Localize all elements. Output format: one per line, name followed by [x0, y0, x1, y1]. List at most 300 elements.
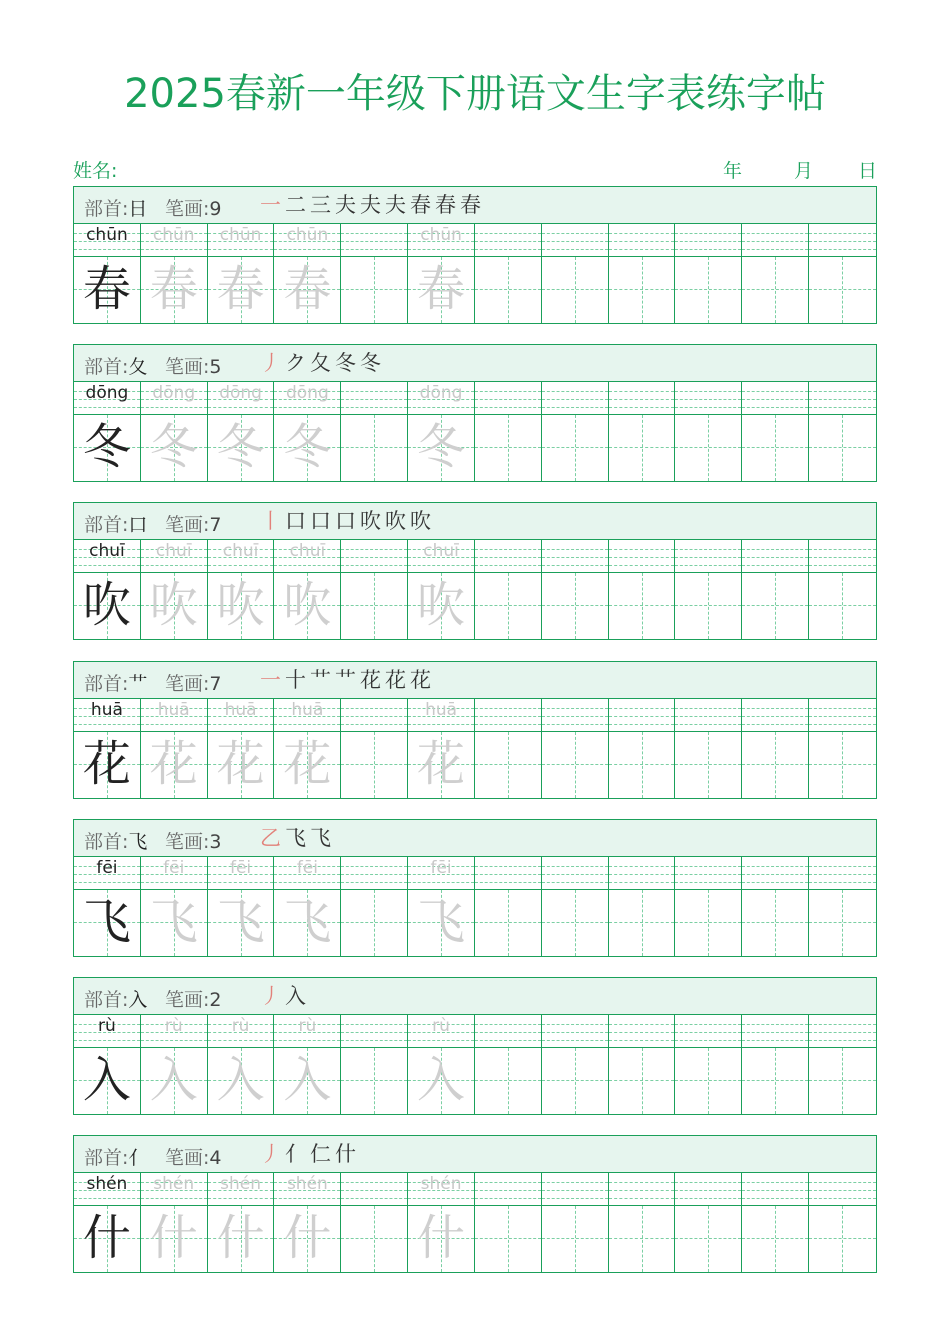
vertical-guide-line — [708, 1206, 709, 1272]
character-model: 花 — [82, 736, 131, 792]
pinyin-zone — [809, 857, 876, 890]
pinyin-trace: shén — [220, 1174, 261, 1194]
stroke-count-info — [165, 510, 222, 537]
practice-cell[interactable] — [475, 1015, 542, 1114]
practice-cell[interactable] — [809, 224, 876, 323]
pinyin-zone — [274, 1015, 340, 1048]
practice-cell[interactable] — [742, 699, 809, 798]
practice-cell[interactable] — [408, 382, 475, 481]
character-trace: 花 — [149, 736, 198, 792]
block-header — [74, 503, 876, 540]
practice-cell[interactable] — [742, 540, 809, 639]
horizontal-guide-line — [542, 922, 608, 923]
vertical-guide-line — [508, 1206, 509, 1272]
practice-cell[interactable] — [341, 1173, 408, 1272]
pinyin-guide-line — [141, 249, 207, 250]
pinyin-guide-line — [742, 557, 808, 558]
strokes-label: 笔画: — [165, 673, 210, 695]
character-trace: 什 — [417, 1210, 466, 1266]
radical-label: 部首: — [84, 673, 129, 695]
practice-cell[interactable] — [609, 857, 676, 956]
practice-cell[interactable] — [675, 224, 742, 323]
pinyin-guide-line — [675, 249, 741, 250]
pinyin-zone — [609, 1173, 675, 1206]
stroke-count-info — [165, 669, 222, 696]
horizontal-guide-line — [475, 605, 541, 606]
radical-label: 部首: — [84, 1147, 129, 1169]
pinyin-guide-line — [742, 874, 808, 875]
vertical-guide-line — [842, 415, 843, 481]
practice-cell[interactable] — [341, 699, 408, 798]
character-zone — [341, 257, 407, 323]
horizontal-guide-line — [809, 289, 876, 290]
pinyin-guide-line — [809, 233, 876, 234]
pinyin-guide-line — [675, 1182, 741, 1183]
vertical-guide-line — [508, 890, 509, 956]
vertical-guide-line — [642, 1048, 643, 1114]
vertical-guide-line — [374, 573, 375, 639]
pinyin-guide-line — [609, 249, 675, 250]
pinyin-trace: rù — [164, 1016, 183, 1036]
pinyin-guide-line — [742, 1032, 808, 1033]
pinyin-guide-line — [609, 1032, 675, 1033]
practice-cell[interactable] — [208, 540, 275, 639]
horizontal-guide-line — [742, 605, 808, 606]
character-zone — [742, 415, 808, 481]
horizontal-guide-line — [475, 447, 541, 448]
pinyin-guide-line — [609, 874, 675, 875]
practice-cell[interactable] — [675, 1015, 742, 1114]
pinyin-guide-line — [809, 549, 876, 550]
practice-cell[interactable] — [542, 1015, 609, 1114]
pinyin-zone — [341, 1173, 407, 1206]
pinyin-guide-line — [341, 391, 407, 392]
pinyin-guide-line — [609, 565, 675, 566]
pinyin-guide-line — [475, 716, 541, 717]
pinyin-guide-line — [141, 1198, 207, 1199]
stroke-order-step: 口 — [310, 509, 331, 533]
month-label: 月 — [793, 160, 813, 182]
practice-cell[interactable] — [74, 1173, 141, 1272]
strokes-value: 3 — [209, 831, 222, 853]
practice-cell[interactable] — [542, 224, 609, 323]
practice-cell[interactable] — [208, 224, 275, 323]
practice-cell[interactable] — [675, 699, 742, 798]
stroke-order-step: 丿 — [260, 351, 281, 375]
practice-cell[interactable] — [609, 382, 676, 481]
stroke-order-step: 二 — [285, 193, 306, 217]
vertical-guide-line — [708, 415, 709, 481]
character-zone — [274, 732, 340, 798]
practice-grid — [74, 224, 876, 323]
practice-cell[interactable] — [742, 1173, 809, 1272]
radical-value: 飞 — [128, 831, 148, 853]
pinyin-guide-line — [675, 882, 741, 883]
vertical-guide-line — [374, 732, 375, 798]
practice-cell[interactable] — [74, 382, 141, 481]
strokes-value: 5 — [209, 356, 222, 378]
practice-cell[interactable] — [341, 224, 408, 323]
practice-cell[interactable] — [141, 224, 208, 323]
vertical-guide-line — [842, 732, 843, 798]
pinyin-zone — [74, 1173, 140, 1206]
practice-cell[interactable] — [341, 540, 408, 639]
practice-block — [73, 819, 877, 957]
horizontal-guide-line — [675, 764, 741, 765]
stroke-order-step: 吹 — [410, 509, 431, 533]
pinyin-trace: rù — [231, 1016, 250, 1036]
character-trace: 冬 — [216, 419, 265, 475]
pinyin-guide-line — [542, 1198, 608, 1199]
practice-cell[interactable] — [675, 382, 742, 481]
practice-cell[interactable] — [408, 857, 475, 956]
character-zone — [542, 573, 608, 639]
practice-cell[interactable] — [408, 1015, 475, 1114]
pinyin-zone — [742, 1015, 808, 1048]
vertical-guide-line — [842, 257, 843, 323]
pinyin-guide-line — [475, 1024, 541, 1025]
pinyin-zone — [141, 1015, 207, 1048]
practice-cell[interactable] — [809, 699, 876, 798]
horizontal-guide-line — [542, 447, 608, 448]
pinyin-guide-line — [809, 1198, 876, 1199]
practice-cell[interactable] — [274, 540, 341, 639]
pinyin-guide-line — [675, 549, 741, 550]
practice-cell[interactable] — [809, 1173, 876, 1272]
pinyin-guide-line — [208, 407, 274, 408]
stroke-order-step: 丨 — [260, 509, 281, 533]
stroke-order-step: 花 — [385, 668, 406, 692]
horizontal-guide-line — [341, 922, 407, 923]
pinyin-guide-line — [742, 1040, 808, 1041]
vertical-guide-line — [374, 257, 375, 323]
practice-cell[interactable] — [141, 1173, 208, 1272]
pinyin-trace: rù — [432, 1016, 450, 1036]
pinyin-trace: huā — [157, 700, 190, 720]
practice-cell[interactable] — [542, 857, 609, 956]
practice-cell[interactable] — [141, 857, 208, 956]
practice-cell[interactable] — [609, 699, 676, 798]
practice-cell[interactable] — [408, 540, 475, 639]
pinyin-zone — [208, 224, 274, 257]
block-header — [74, 1136, 876, 1173]
pinyin-guide-line — [675, 1024, 741, 1025]
practice-cell[interactable] — [742, 224, 809, 323]
pinyin-model: dōng — [85, 383, 129, 403]
pinyin-zone — [141, 699, 207, 732]
pinyin-guide-line — [341, 1032, 407, 1033]
character-zone — [408, 257, 474, 323]
character-zone — [408, 1048, 474, 1114]
pinyin-zone — [742, 1173, 808, 1206]
pinyin-zone — [809, 1173, 876, 1206]
strokes-value: 9 — [209, 198, 222, 220]
practice-cell[interactable] — [208, 1015, 275, 1114]
radical-label: 部首: — [84, 198, 129, 220]
pinyin-guide-line — [675, 708, 741, 709]
radical-info — [84, 510, 147, 537]
character-zone — [609, 732, 675, 798]
stroke-order-step: 一 — [260, 668, 281, 692]
horizontal-guide-line — [809, 1080, 876, 1081]
vertical-guide-line — [508, 415, 509, 481]
practice-cell[interactable] — [809, 382, 876, 481]
pinyin-guide-line — [609, 1198, 675, 1199]
vertical-guide-line — [775, 1048, 776, 1114]
character-zone — [141, 732, 207, 798]
stroke-order — [258, 347, 383, 377]
pinyin-zone — [274, 699, 340, 732]
character-zone — [208, 573, 274, 639]
stroke-order-step: 冬 — [360, 351, 381, 375]
stroke-order — [258, 1138, 358, 1168]
practice-cell[interactable] — [809, 857, 876, 956]
stroke-order-step: 春 — [410, 193, 431, 217]
practice-cell[interactable] — [475, 857, 542, 956]
practice-cell[interactable] — [408, 1173, 475, 1272]
practice-cell[interactable] — [742, 857, 809, 956]
character-zone — [609, 1206, 675, 1272]
practice-cell[interactable] — [542, 382, 609, 481]
practice-cell[interactable] — [274, 224, 341, 323]
pinyin-guide-line — [408, 882, 474, 883]
pinyin-zone — [542, 540, 608, 573]
pinyin-model: shén — [86, 1174, 128, 1194]
pinyin-zone — [141, 1173, 207, 1206]
practice-cell[interactable] — [809, 1015, 876, 1114]
character-zone — [542, 732, 608, 798]
pinyin-guide-line — [542, 549, 608, 550]
vertical-guide-line — [842, 573, 843, 639]
pinyin-trace: chuī — [222, 541, 259, 561]
practice-cell[interactable] — [809, 540, 876, 639]
pinyin-guide-line — [475, 874, 541, 875]
character-zone — [208, 732, 274, 798]
character-zone — [74, 415, 140, 481]
character-trace: 春 — [216, 261, 265, 317]
stroke-order-step: 花 — [360, 668, 381, 692]
pinyin-trace: chuī — [423, 541, 459, 561]
character-zone — [341, 890, 407, 956]
character-zone — [74, 573, 140, 639]
practice-cell[interactable] — [609, 224, 676, 323]
vertical-guide-line — [374, 1048, 375, 1114]
character-zone — [675, 573, 741, 639]
pinyin-zone — [141, 382, 207, 415]
practice-cell[interactable] — [274, 382, 341, 481]
practice-cell[interactable] — [475, 699, 542, 798]
character-zone — [675, 257, 741, 323]
radical-value: 口 — [128, 514, 148, 536]
practice-cell[interactable] — [475, 1173, 542, 1272]
practice-cell[interactable] — [74, 540, 141, 639]
practice-cell[interactable] — [208, 857, 275, 956]
practice-cell[interactable] — [542, 1173, 609, 1272]
pinyin-guide-line — [609, 557, 675, 558]
pinyin-guide-line — [809, 866, 876, 867]
pinyin-guide-line — [742, 249, 808, 250]
pinyin-guide-line — [809, 399, 876, 400]
pinyin-zone — [742, 382, 808, 415]
character-zone — [141, 257, 207, 323]
practice-cell[interactable] — [542, 699, 609, 798]
pinyin-guide-line — [742, 1024, 808, 1025]
stroke-count-info — [165, 194, 222, 221]
practice-cell[interactable] — [475, 224, 542, 323]
pinyin-trace: huā — [291, 700, 324, 720]
practice-cell[interactable] — [208, 1173, 275, 1272]
practice-cell[interactable] — [141, 540, 208, 639]
pinyin-guide-line — [542, 882, 608, 883]
practice-cell[interactable] — [475, 382, 542, 481]
horizontal-guide-line — [675, 922, 741, 923]
practice-cell[interactable] — [341, 1015, 408, 1114]
practice-cell[interactable] — [341, 857, 408, 956]
stroke-order-step: 乙 — [260, 826, 281, 850]
character-zone — [408, 573, 474, 639]
pinyin-zone — [208, 857, 274, 890]
practice-cell[interactable] — [542, 540, 609, 639]
practice-cell[interactable] — [408, 224, 475, 323]
pinyin-zone — [208, 382, 274, 415]
pinyin-trace: chuī — [155, 541, 192, 561]
pinyin-guide-line — [542, 249, 608, 250]
pinyin-zone — [341, 382, 407, 415]
pinyin-guide-line — [408, 1040, 474, 1041]
character-zone — [274, 890, 340, 956]
character-zone — [742, 890, 808, 956]
pinyin-guide-line — [675, 716, 741, 717]
character-trace: 花 — [216, 736, 265, 792]
pinyin-zone — [408, 857, 474, 890]
pinyin-guide-line — [675, 399, 741, 400]
vertical-guide-line — [775, 257, 776, 323]
pinyin-zone — [408, 1015, 474, 1048]
character-zone — [408, 415, 474, 481]
practice-cell[interactable] — [274, 1015, 341, 1114]
practice-cell[interactable] — [274, 1173, 341, 1272]
practice-cell[interactable] — [141, 699, 208, 798]
block-header — [74, 978, 876, 1015]
pinyin-guide-line — [542, 716, 608, 717]
pinyin-zone — [208, 1015, 274, 1048]
pinyin-zone — [274, 1173, 340, 1206]
pinyin-guide-line — [609, 1040, 675, 1041]
vertical-guide-line — [508, 257, 509, 323]
pinyin-trace: shén — [286, 1174, 328, 1194]
pinyin-guide-line — [742, 241, 808, 242]
pinyin-trace: dōng — [219, 383, 262, 403]
practice-cell[interactable] — [274, 699, 341, 798]
pinyin-guide-line — [609, 233, 675, 234]
character-model: 入 — [82, 1052, 131, 1108]
horizontal-guide-line — [675, 1080, 741, 1081]
practice-cell[interactable] — [609, 1015, 676, 1114]
stroke-order-step: 口 — [335, 509, 356, 533]
character-trace: 飞 — [417, 894, 466, 950]
horizontal-guide-line — [809, 922, 876, 923]
practice-cell[interactable] — [141, 382, 208, 481]
character-trace: 什 — [216, 1210, 265, 1266]
practice-cell[interactable] — [609, 540, 676, 639]
character-model: 什 — [82, 1210, 131, 1266]
year-label: 年 — [722, 160, 742, 182]
pinyin-zone — [341, 857, 407, 890]
practice-cell[interactable] — [675, 857, 742, 956]
character-zone — [208, 890, 274, 956]
pinyin-guide-line — [542, 708, 608, 709]
pinyin-zone — [809, 540, 876, 573]
character-zone — [274, 415, 340, 481]
character-zone — [675, 732, 741, 798]
character-zone — [609, 890, 675, 956]
character-zone — [675, 1048, 741, 1114]
character-trace: 冬 — [417, 419, 466, 475]
practice-cell[interactable] — [141, 1015, 208, 1114]
pinyin-guide-line — [341, 1040, 407, 1041]
vertical-guide-line — [642, 890, 643, 956]
strokes-value: 7 — [209, 514, 222, 536]
character-zone — [809, 732, 876, 798]
horizontal-guide-line — [475, 1238, 541, 1239]
character-zone — [542, 257, 608, 323]
pinyin-guide-line — [809, 241, 876, 242]
horizontal-guide-line — [542, 764, 608, 765]
pinyin-guide-line — [675, 407, 741, 408]
character-zone — [408, 1206, 474, 1272]
pinyin-guide-line — [809, 1182, 876, 1183]
horizontal-guide-line — [675, 289, 741, 290]
practice-cell[interactable] — [609, 1173, 676, 1272]
practice-cell[interactable] — [274, 857, 341, 956]
pinyin-guide-line — [74, 1198, 140, 1199]
stroke-order — [258, 664, 433, 694]
pinyin-zone — [208, 699, 274, 732]
practice-cell[interactable] — [675, 1173, 742, 1272]
pinyin-guide-line — [274, 249, 340, 250]
vertical-guide-line — [575, 732, 576, 798]
pinyin-guide-line — [609, 1190, 675, 1191]
pinyin-guide-line — [609, 1024, 675, 1025]
practice-cell[interactable] — [74, 1015, 141, 1114]
practice-cell[interactable] — [675, 540, 742, 639]
practice-cell[interactable] — [74, 224, 141, 323]
pinyin-guide-line — [742, 549, 808, 550]
character-trace: 冬 — [283, 419, 332, 475]
practice-cell[interactable] — [74, 699, 141, 798]
practice-cell[interactable] — [475, 540, 542, 639]
radical-info — [84, 352, 147, 379]
pinyin-guide-line — [341, 716, 407, 717]
practice-cell[interactable] — [408, 699, 475, 798]
practice-cell[interactable] — [74, 857, 141, 956]
radical-value: 夂 — [128, 356, 148, 378]
practice-cell[interactable] — [208, 382, 275, 481]
pinyin-guide-line — [742, 866, 808, 867]
practice-cell[interactable] — [208, 699, 275, 798]
vertical-guide-line — [575, 1048, 576, 1114]
pinyin-guide-line — [341, 549, 407, 550]
practice-cell[interactable] — [742, 382, 809, 481]
practice-cell[interactable] — [742, 1015, 809, 1114]
vertical-guide-line — [775, 732, 776, 798]
pinyin-guide-line — [742, 565, 808, 566]
character-trace: 什 — [283, 1210, 332, 1266]
practice-cell[interactable] — [341, 382, 408, 481]
character-zone — [74, 890, 140, 956]
radical-value: 日 — [128, 198, 148, 220]
horizontal-guide-line — [542, 605, 608, 606]
